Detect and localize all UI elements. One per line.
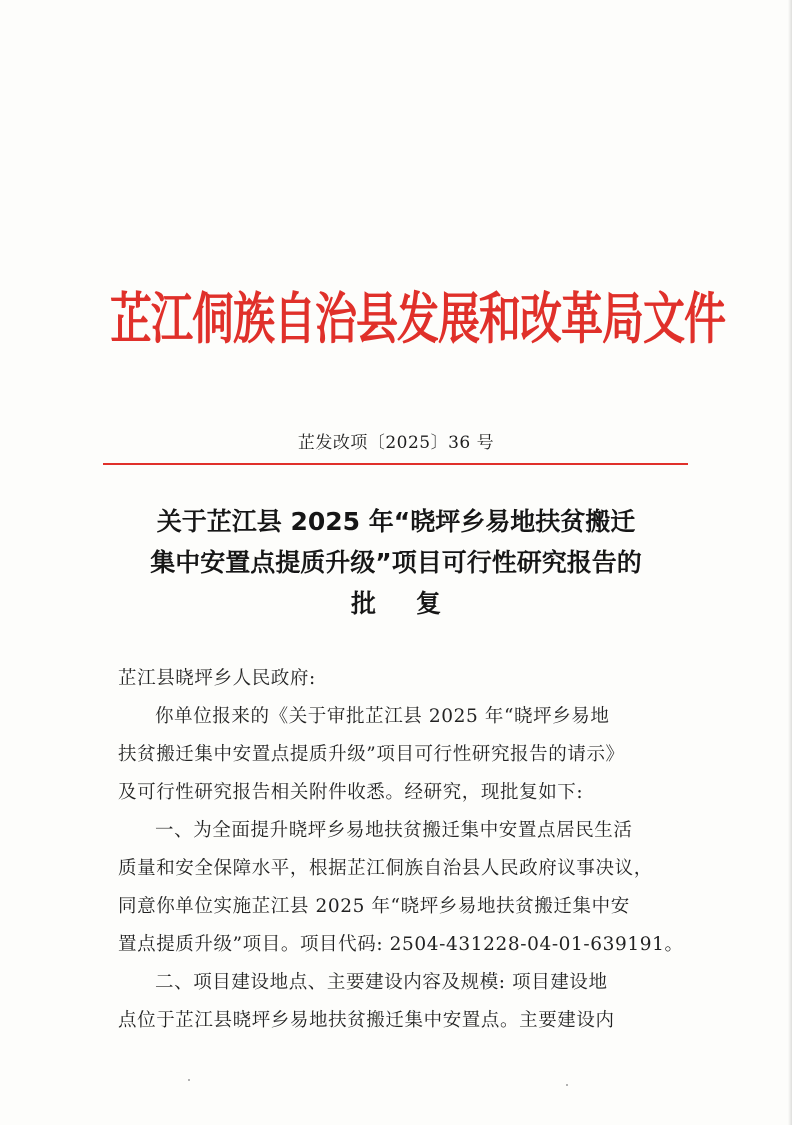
paragraph-1-line-1: 你单位报来的《关于审批芷江县 2025 年“晓坪乡易地 xyxy=(155,706,610,727)
paragraph-3-line-2: 点位于芷江县晓坪乡易地扶贫搬迁集中安置点。主要建设内 xyxy=(118,1010,615,1031)
scan-speck xyxy=(566,1084,568,1086)
document-title-line-1: 关于芷江县 2025 年“晓坪乡易地扶贫搬迁 xyxy=(156,507,636,536)
paragraph-2-line-3: 同意你单位实施芷江县 2025 年“晓坪乡易地扶贫搬迁集中安 xyxy=(118,896,630,917)
scan-edge-shadow xyxy=(788,0,792,1125)
paragraph-2-line-4: 置点提质升级”项目。项目代码: 2504-431228-04-01-639191。 xyxy=(118,934,684,955)
paragraph-1-line-2: 扶贫搬迁集中安置点提质升级”项目可行性研究报告的请示》 xyxy=(118,744,625,765)
paragraph-2-line-1: 一、为全面提升晓坪乡易地扶贫搬迁集中安置点居民生活 xyxy=(155,820,633,841)
masthead-title: 芷江侗族自治县发展和改革局文件 xyxy=(110,286,726,352)
paragraph-1-line-3: 及可行性研究报告相关附件收悉。经研究，现批复如下: xyxy=(118,782,584,803)
salutation: 芷江县晓坪乡人民政府: xyxy=(118,668,316,689)
document-number: 芷发改项〔2025〕36 号 xyxy=(297,433,495,453)
scan-speck xyxy=(188,1079,190,1081)
paragraph-2-line-2: 质量和安全保障水平，根据芷江侗族自治县人民政府议事决议， xyxy=(118,858,653,879)
document-title-line-3: 批复 xyxy=(350,589,481,618)
paragraph-3-line-1: 二、项目建设地点、主要建设内容及规模: 项目建设地 xyxy=(155,972,608,993)
document-title-line-2: 集中安置点提质升级”项目可行性研究报告的 xyxy=(150,548,642,577)
red-separator-line xyxy=(103,463,688,465)
